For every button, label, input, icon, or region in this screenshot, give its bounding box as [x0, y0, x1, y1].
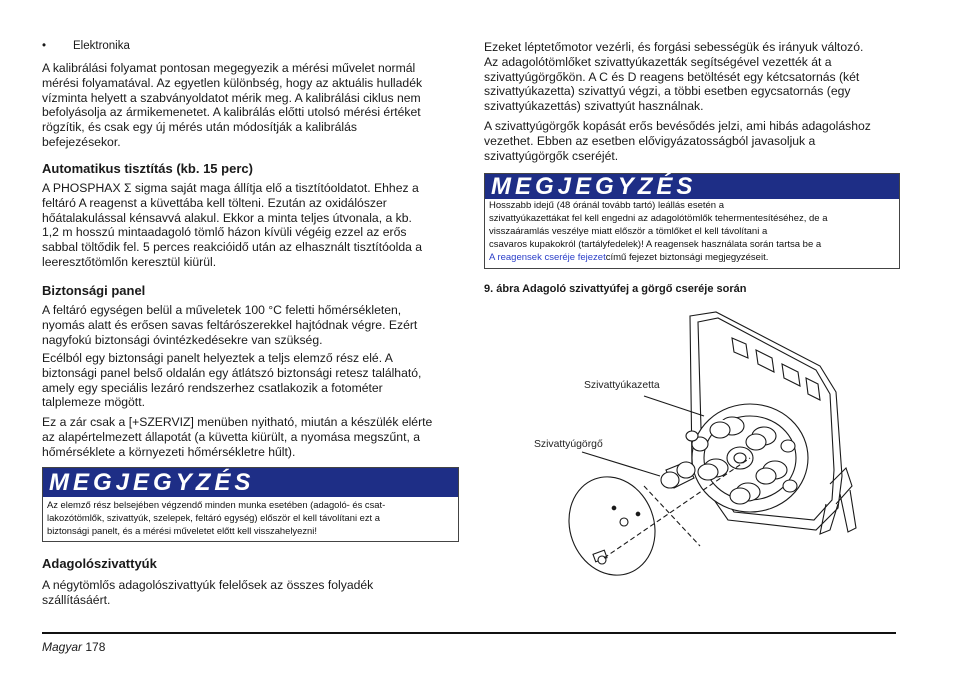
- text-line: amely egy speciális lezáró rendszerhez csatlakozik a fotométer: [42, 380, 383, 395]
- text-line: A kalibrálási folyamat pontosan megegyezik a mérési művelet normál: [42, 61, 416, 75]
- label-leader-roller: [582, 452, 660, 476]
- note-line-with-link: [489, 252, 895, 265]
- label-pump-cassette: Szivattyúkazetta: [584, 380, 660, 391]
- bullet-text: Elektronika: [73, 40, 130, 52]
- text-line: szivattyúgörgők cseréjét.: [484, 148, 619, 163]
- note-title: MEGJEGYZÉS: [485, 174, 899, 199]
- loose-roller: [661, 462, 695, 488]
- calibration-paragraph: [42, 61, 422, 150]
- note-line: Az elemző rész belsejében végzendő minden munka esetében (adagoló- és csat-: [47, 499, 386, 510]
- text-line: Ez a zár csak a [+SZERVIZ] menüben nyitható, miután a készülék elérte: [42, 415, 433, 429]
- note-line: Hosszabb idejű (48 óránál tovább tartó) leállás esetén a: [489, 200, 725, 211]
- reagent-change-link[interactable]: A reagensek cseréje fejezet: [489, 251, 606, 263]
- section-heading-auto-clean: Automatikus tisztítás (kb. 15 perc): [42, 161, 253, 176]
- text-line: rögzítik, és csak egy új mérés után módosítják a kalibrálás: [42, 120, 357, 135]
- note-line: visszaáramlás veszélye miatt először a tömlőket el kell távolítani a: [489, 225, 768, 237]
- text-line: hőátalakulással kénsavvá alakul. Ekkor a minta teljes útvonala, a kb.: [42, 210, 412, 225]
- text-line: sabbal töltődik fel. 5 perces reakcióidő után az elhasznált tisztítóolda a: [42, 240, 423, 255]
- note-body: [485, 199, 899, 268]
- text-line: 1,2 m hosszú mintaadagoló tömlő házon kívüli végéig ezzel az erős: [42, 225, 407, 240]
- text-line: Ezeket léptetőmotor vezérli, és forgási sebességük és irányuk változó.: [484, 40, 864, 54]
- disk-dot: [636, 512, 640, 516]
- note-box-safety: [42, 467, 459, 542]
- bullet-marker: •: [42, 40, 47, 52]
- note-box-shutdown: [484, 173, 900, 269]
- pumps-paragraph: [42, 578, 373, 608]
- text-line: A szivattyúgörgők kopását erős bevésődés jelzi, ami hibás adagoláshoz: [484, 119, 871, 133]
- text-line: A PHOSPHAX Σ sigma saját maga állítja elő a tisztítóoldatot. Ehhez a: [42, 181, 419, 195]
- text-line: vízminta helyett a szabványoldatot mérik meg. A kalibrálási ciklus nem: [42, 90, 421, 105]
- disk-center-hole: [620, 518, 628, 526]
- text-line: az alapértelmezett állapotát (a küvetta kiürült, a nyomása megszűnt, a: [42, 429, 421, 444]
- text-line: szállításáért.: [42, 592, 111, 607]
- note-line: biztonsági panelt, és a mérési műveletet előtt kell visszahelyezni!: [47, 524, 317, 536]
- figure-caption: 9. ábra Adagoló szivattyúfej a görgő cseréje során: [484, 283, 747, 295]
- label-pump-roller: Szivattyúgörgő: [534, 439, 603, 450]
- note-line: lakozótömlők, szivattyúk, szelepek, feltáró egység) először el kell távolítani ezt a: [47, 511, 380, 523]
- text-line: A feltáró egységen belül a műveletek 100 °C feletti hőmérsékleten,: [42, 303, 402, 317]
- text-line: hőmérséklete a környezeti hőmérsékletre hűlt).: [42, 444, 296, 459]
- text-line: szivattyúkazetta) szivattyú végzi, a többi esetben egycsatornás (egy: [484, 84, 851, 99]
- note-line: szivattyúkazettákat fel kell engedni az adagolótömlők tehermentesítéséhez, de a: [489, 212, 828, 224]
- page-number: 178: [85, 640, 106, 654]
- page-footer: [42, 640, 105, 654]
- auto-clean-paragraph: [42, 181, 422, 270]
- note-body: [43, 497, 458, 541]
- disk-dot: [612, 506, 616, 510]
- text-line: szivattyúgörgőkön. A C és D reagens betöltését egy kétcsatornás (két: [484, 69, 860, 84]
- safety-paragraph-2: [42, 351, 421, 410]
- text-line: feltáró A reagenst a küvettába kell tölteni. Ezután az oxidálószer: [42, 195, 387, 210]
- text-line: biztonsági panel belső oldalán egy átlátszó biztonsági retesz található,: [42, 365, 422, 380]
- section-heading-safety-panel: Biztonsági panel: [42, 283, 146, 298]
- text-line: nyomás alatt és erősen savas feltárószerekkel hajtódnak végre. Ezért: [42, 317, 418, 332]
- text-line: Az adagolótömlőket szivattyúkazetták segítségével vezették át a: [484, 54, 832, 69]
- footer-rule: [42, 632, 896, 634]
- text-line: talplemeze mögött.: [42, 395, 145, 410]
- section-heading-pumps: Adagolószivattyúk: [42, 556, 157, 571]
- text-line: A négytömlős adagolószivattyúk felelősek az összes folyadék: [42, 578, 374, 592]
- note-title: MEGJEGYZÉS: [43, 468, 458, 497]
- text-line: mérési folyamatával. Az egyetlen különbség, hogy az aktuális hulladék: [42, 75, 423, 90]
- roller-wear-paragraph: [484, 119, 871, 163]
- pump-head-figure: [520, 308, 860, 584]
- rotor-cover-disk: [555, 465, 668, 584]
- footer-language: Magyar: [42, 640, 83, 654]
- text-line: Ecélból egy biztonsági panelt helyeztek a teljs elemző rész elé. A: [42, 351, 393, 365]
- note-link-tail: című fejezet biztonsági megjegyzéseit.: [605, 251, 769, 263]
- text-line: leeresztőtömlőn keresztül kiürül.: [42, 254, 217, 269]
- pump-drive-paragraph: [484, 40, 863, 114]
- safety-paragraph-3: [42, 415, 432, 459]
- text-line: szivattyúkazettás) szivattyút használnak.: [484, 99, 704, 114]
- note-line: csavaros kupakokról (tartályfedelek)! A reagensek használata során tartsa be a: [489, 238, 822, 250]
- safety-paragraph-1: [42, 303, 417, 347]
- text-line: vezethet. Ebben az esetben elővigyázatosságból javasoljuk a: [484, 133, 816, 148]
- text-line: nagyfokú biztonsági óvintézkedésekre van szükség.: [42, 332, 323, 347]
- text-line: befolyásolja az ármikemenetet. A kalibrálás előtti utolsó mérési értéket: [42, 105, 421, 120]
- text-line: befejezésekor.: [42, 134, 121, 149]
